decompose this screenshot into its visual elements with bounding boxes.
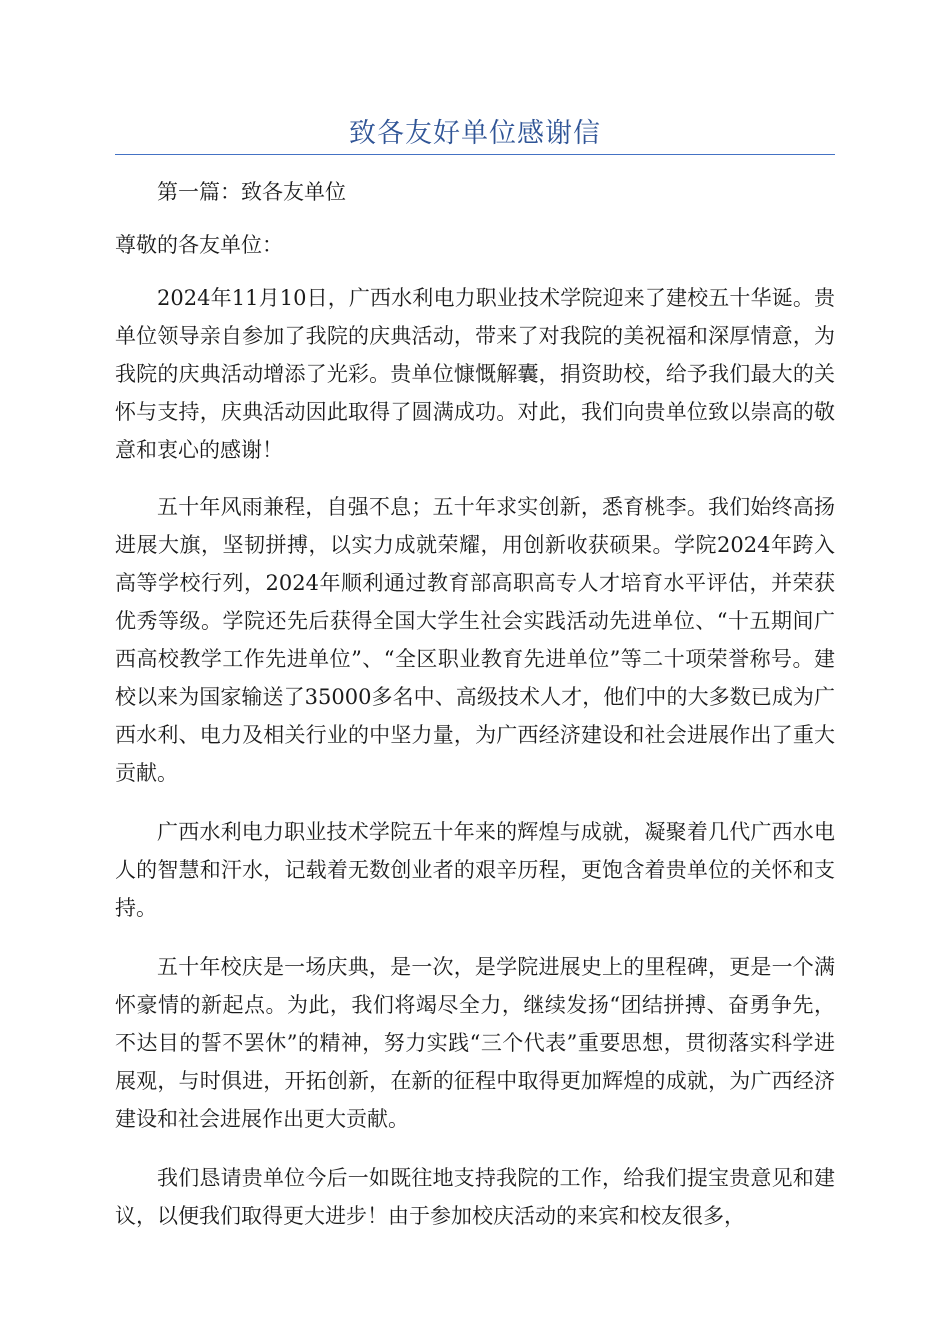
paragraph-3: 广西水利电力职业技术学院五十年来的辉煌与成就，凝聚着几代广西水电人的智慧和汗水，记载着无数创业者的艰辛历程，更饱含着贵单位的关怀和支持。 (115, 820, 835, 920)
paragraph-1: 2024年11月10日，广西水利电力职业技术学院迎来了建校五十华诞。贵单位领导亲自参加了我院的庆典活动，带来了对我院的美祝福和深厚情意，为我院的庆典活动增添了光彩。贵单位慷慨解囊，捐资助校，给予我们最大的关怀与支持，庆典活动因此取得了圆满成功。对此，我们向贵单位致以崇高的敬意和衷心的感谢！ (115, 286, 835, 462)
document-title: 致各友好单位感谢信 (349, 118, 601, 149)
title-underline (115, 154, 835, 155)
paragraph-2: 五十年风雨兼程，自强不息；五十年求实创新，悉育桃李。我们始终高扬进展大旗，坚韧拼搏，以实力成就荣耀，用创新收获硕果。学院2024年跨入高等学校行列，2024年顺利通过教育部高职高专人才培育水平评估，并荣获优秀等级。学院还先后获得全国大学生社会实践活动先进单位、“十五期间广西高校教学工作先进单位”、“全区职业教育先进单位”等二十项荣誉称号。建校以来为国家输送了35000多名中、高级技术人才，他们中的大多数已成为广西水利、电力及相关行业的中坚力量，为广西经济建设和社会进展作出了重大贡献。 (115, 495, 835, 785)
salutation: 尊敬的各友单位： (115, 233, 283, 257)
paragraph-4: 五十年校庆是一场庆典，是一次，是学院进展史上的里程碑，更是一个满怀豪情的新起点。为此，我们将竭尽全力，继续发扬“团结拼搏、奋勇争先，不达目的誓不罢休”的精神，努力实践“三个代表”重要思想，贯彻落实科学进展观，与时俱进，开拓创新，在新的征程中取得更加辉煌的成就，为广西经济建设和社会进展作出更大贡献。 (115, 955, 835, 1131)
section-heading: 第一篇：致各友单位 (157, 180, 346, 204)
paragraph-5: 我们恳请贵单位今后一如既往地支持我院的工作，给我们提宝贵意见和建议，以便我们取得更大进步！由于参加校庆活动的来宾和校友很多， (115, 1166, 835, 1228)
document-body (115, 173, 835, 1235)
